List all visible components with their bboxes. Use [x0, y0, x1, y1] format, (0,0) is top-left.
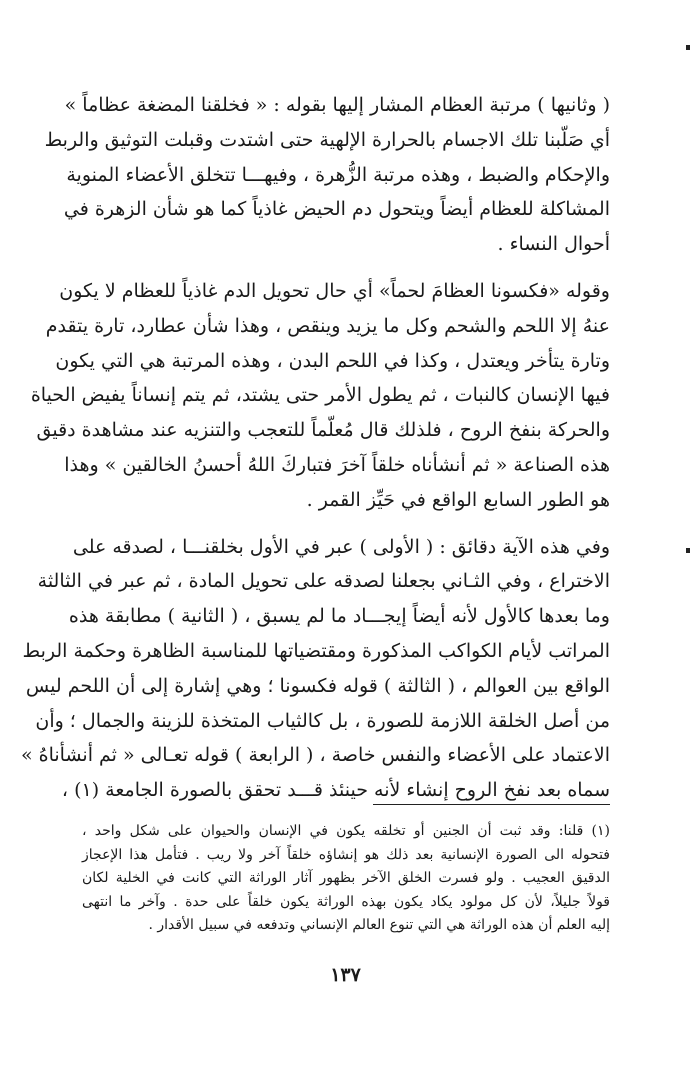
text-line: وما بعدها كالأول لأنه أيضاً إيجـــاد ما لم يسبق ، ( الثانية ) مطابقة هذه: [68, 605, 610, 628]
text-line: أحوال النساء .: [497, 233, 610, 256]
footnote-line: إليه العلم أن هذه الوراثة هي التي تنوع العالم الإنساني وتدفعه في سبيل الأقدار .: [148, 917, 610, 933]
footnote-line: قولاً جليلاً، لأن كل مولود يكاد يكون بهذه الوراثة يكون خلقاً على حدة . وآخر ما انتهى: [82, 893, 610, 910]
text-line: والإحكام والضبط ، وهذه مرتبة الزُّهرة ، وفيهـــا تتخلق الأعضاء المنوية: [66, 163, 610, 186]
margin-mark: [686, 45, 690, 50]
text-line: من أصل الخلقة اللازمة للصورة ، بل كالثياب المتخذة للزينة والجمال ؛ وأن: [35, 709, 610, 732]
footnote-divider: [373, 804, 610, 805]
main-text: [20, 88, 610, 808]
text-line: أي صَلّبنا تلك الاجسام بالحرارة الإلهية حتى اشتدت وقبلت التوثيق والربط: [44, 128, 610, 151]
margin-mark: [686, 548, 690, 553]
paragraph-1: [44, 88, 610, 262]
text-line: ( وثانيها ) مرتبة العظام المشار إليها بقوله : « فخلقنا المضغة عظاماً »: [64, 94, 610, 116]
text-line: وفي هذه الآية دقائق : ( الأولى ) عبر في الأول بخلقنـــا ، لصدقه على: [72, 535, 610, 558]
text-line: وقوله «فكسونا العظامَ لحماً» أي حال تحويل الدم غاذياً للعظام لا يكون: [59, 279, 610, 302]
paragraph-2: [30, 274, 610, 518]
text-line: الاعتماد على الأعضاء والنفس خاصة ، ( الرابعة ) قوله تعـالى « ثم أنشأناهُ »: [20, 744, 610, 767]
footnote-line: فتحوله الى الصورة الإنسانية بعد ذلك هو إنشاؤه خلقاً آخر ولا ريب . فتأمل هذا الإعجاز: [82, 846, 610, 863]
text-line: فيها الإنسان كالنبات ، ثم يطول الأمر حتى يشتد، ثم يتم إنساناً يفيض الحياة: [30, 384, 610, 407]
text-line: سماه بعد نفخ الروح إنشاء لأنه حينئذ قـــد تحقق بالصورة الجامعة (١) ،: [61, 779, 610, 802]
text-line: الواقع بين العوالم ، ( الثالثة ) قوله فكسونا ؛ وهي إشارة إلى أن اللحم ليس: [25, 674, 610, 697]
page-number: ١٣٧: [330, 964, 361, 986]
text-line: هذه الصناعة « ثم أنشأناه خلقاً آخرَ فتباركَ اللهُ أحسنُ الخالقين » وهذا: [64, 453, 610, 476]
footnote: [82, 820, 610, 938]
footnote-line: (١) قلنا: وقد ثبت أن الجنين أو تخلقه يكون في الإنسان والحيوان على شكل واحد ،: [82, 823, 610, 839]
text-line: الاختراع ، وفي الثـاني بجعلنا لصدقه على تحويل المادة ، ثم عبر في الثالثة: [37, 570, 610, 593]
paragraph-3: [20, 530, 610, 808]
text-line: عنهُ إلا اللحم والشحم وكل ما يزيد وينقص ، وهذا شأن عطارد، تارة يتقدم: [45, 314, 610, 337]
text-line: وتارة يتأخر ويعتدل ، وكذا في اللحم البدن ، وهذه المرتبة هي التي يكون: [55, 349, 610, 372]
text-line: المشاكلة للعظام أيضاً ويتحول دم الحيض غاذياً كما هو شأن الزهرة في: [63, 198, 610, 221]
text-line: المراتب لأيام الكواكب المذكورة ومقتضياتها للمناسبة الظاهرة وحكمة الربط: [22, 639, 610, 662]
text-line: هو الطور السابع الواقع في حَيِّز القمر .: [306, 488, 610, 511]
text-line: والحركة بنفخ الروح ، فلذلك قال مُعلّماً للتعجب والتنزيه عند مشاهدة دقيق: [36, 419, 610, 442]
footnote-line: الدقيق العجيب . ولو فسرت الخلق الآخر بظهور آثار الوراثة التي كانت في الخلية لكان: [82, 870, 610, 886]
